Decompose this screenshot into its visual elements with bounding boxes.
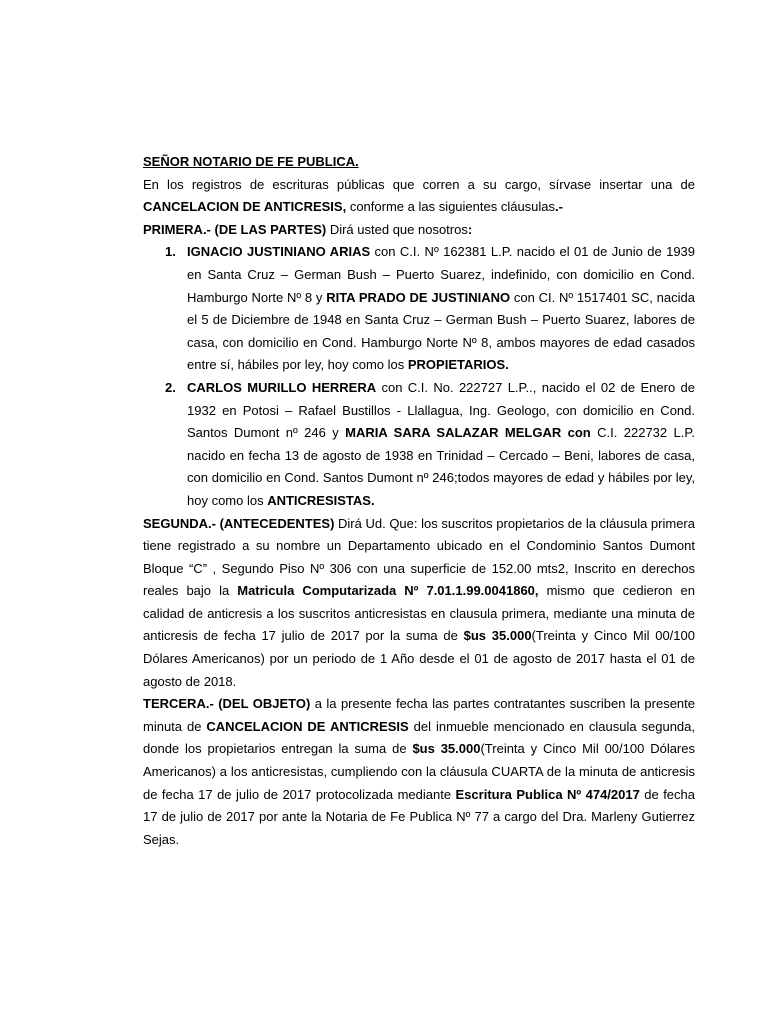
parties-list [143, 241, 695, 512]
tercera-text-4: de fecha 17 de julio de 2017 por ante la Notaria de Fe Publica Nº 77 a cargo del Dra. Marleny Gutierrez Sejas. [143, 786, 696, 847]
tercera-bold-1: CANCELACION DE ANTICRESIS [206, 718, 409, 734]
party-role: ANTICRESISTAS. [267, 492, 375, 508]
intro-bold-2: .- [555, 199, 563, 215]
intro-text-1: En los registros de escrituras públicas que corren a su cargo, sírvase insertar una de [143, 176, 695, 192]
list-item [165, 377, 695, 513]
intro-text-2: conforme a las siguientes cláusulas [346, 199, 556, 215]
party-text-1: con C.I. Nº 162381 L.P. nacido el 01 de Junio de 1939 en Santa Cruz – German Bush – Puerto Suarez, indefinido, con domicilio en Cond. Hamburgo Norte Nº 8 y [187, 244, 696, 305]
tercera-text-2: del inmueble mencionado en clausula segunda, donde los propietarios entregan la suma de [143, 718, 696, 757]
list-item-number: 2. [165, 379, 176, 395]
party-name-2: RITA PRADO DE JUSTINIANO [326, 289, 511, 305]
primera-text: Dirá usted que nosotros [326, 221, 468, 237]
list-item-number: 1. [165, 244, 176, 260]
party-text-2: C.I. 222732 L.P. nacido en fecha 13 de agosto de 1938 en Trinidad – Cercado – Beni, labores de casa, con domicilio en Cond. Santos Dumont nº 246;todos mayores de edad y hábiles por ley, hoy como los [187, 425, 695, 508]
segunda-text-1: Dirá Ud. Que: los suscritos propietarios de la cláusula primera tiene registrado a su nombre un Departamento ubicado en el Condominio Santos Dumont Bloque “C” , Segundo Piso Nº 306 con una superficie de 152.00 mts2, Inscrito en derechos reales bajo la [143, 515, 695, 599]
tercera-bold-2: $us 35.000 [412, 741, 481, 757]
party-text-2: con CI. Nº 1517401 SC, nacida el 5 de Diciembre de 1948 en Santa Cruz – German Bush – Puerto Suarez, labores de casa, con domicilio en Cond. Hamburgo Norte Nº 8, ambos mayores de edad casados entre sí, hábiles por ley, hoy como los [187, 289, 695, 373]
party-name-1: CARLOS MURILLO HERRERA [187, 379, 377, 395]
document-title: SEÑOR NOTARIO DE FE PUBLICA. [143, 154, 359, 169]
segunda-text-3: (Treinta y Cinco Mil 00/100 Dólares Americanos) por un periodo de 1 Año desde el 01 de agosto de 2017 hasta el 01 de agosto de 2018. [143, 628, 695, 689]
tercera-heading: TERCERA.- (DEL OBJETO) [143, 696, 311, 712]
party-name-1: IGNACIO JUSTINIANO ARIAS [187, 244, 371, 260]
party-name-2: MARIA SARA SALAZAR MELGAR con [345, 425, 591, 441]
clause-primera [143, 219, 695, 242]
primera-colon: : [467, 221, 473, 237]
party-role: PROPIETARIOS. [407, 357, 509, 373]
tercera-bold-3: Escritura Publica Nº 474/2017 [455, 786, 640, 802]
intro-paragraph [143, 174, 695, 219]
intro-bold-1: CANCELACION DE ANTICRESIS, [143, 199, 347, 215]
segunda-bold-1: Matricula Computarizada Nº 7.01.1.99.0041860, [237, 583, 539, 599]
list-item [165, 241, 696, 377]
tercera-text-3: (Treinta y Cinco Mil 00/100 Dólares Americanos) a los anticresistas, cumpliendo con la cláusula CUARTA de la minuta de anticresis de fecha 17 de julio de 2017 protocolizada mediante [143, 741, 695, 802]
segunda-text-2: mismo que cedieron en calidad de anticresis a los suscritos anticresistas en clausula primera, mediante una minuta de anticresis de fecha 17 julio de 2017 por la suma de [143, 583, 695, 644]
clause-segunda [143, 513, 695, 694]
segunda-heading: SEGUNDA.- (ANTECEDENTES) [143, 515, 335, 531]
clause-tercera [143, 693, 695, 851]
segunda-bold-2: $us 35.000 [463, 628, 532, 644]
tercera-text-1: a la presente fecha las partes contratantes suscriben la presente minuta de [143, 696, 695, 734]
primera-heading: PRIMERA.- (DE LAS PARTES) [143, 221, 327, 237]
party-text-1: con C.I. No. 222727 L.P.., nacido el 02 de Enero de 1932 en Potosi – Rafael Bustillos - Llallagua, Ing. Geologo, con domicilio en Cond. Santos Dumont nº 246 y [187, 379, 695, 441]
